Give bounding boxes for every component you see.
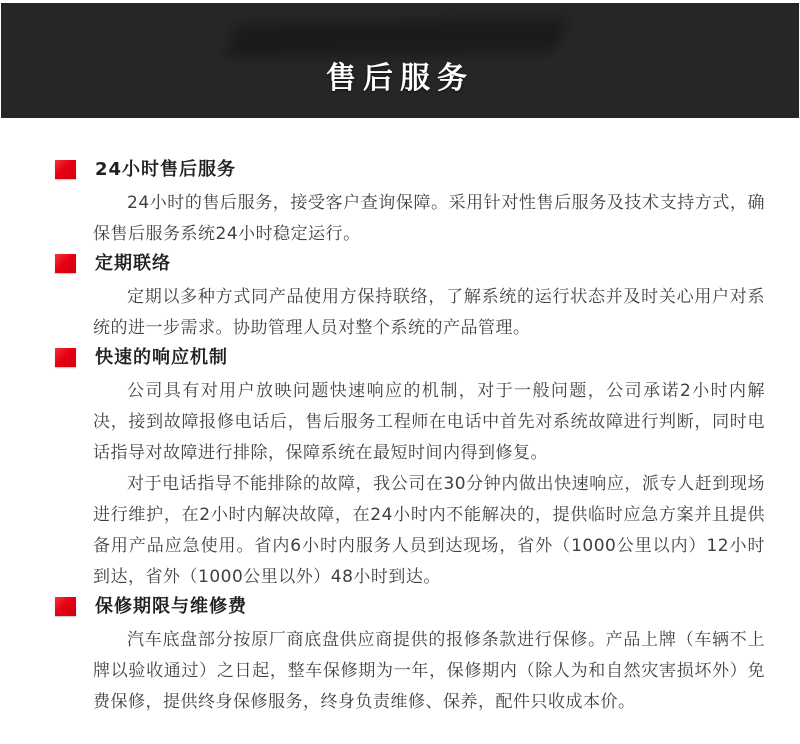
section-paragraphs xyxy=(93,625,765,718)
section-paragraph: 公司具有对用户放映问题快速响应的机制，对于一般问题，公司承诺2小时内解决，接到故障报修电话后，售后服务工程师在电话中首先对系统故障进行判断，同时电话指导对故障进行排除，保障系统在最短时间内得到修复。 xyxy=(93,381,765,463)
section-paragraph: 24小时的售后服务，接受客户查询保障。采用针对性售后服务及技术支持方式，确保售后服务系统24小时稳定运行。 xyxy=(93,193,765,244)
section-paragraphs xyxy=(93,376,765,593)
section-heading: 定期联络 xyxy=(95,253,171,274)
section-heading: 快速的响应机制 xyxy=(95,347,228,368)
section-heading: 24小时售后服务 xyxy=(95,159,237,180)
section-heading-row xyxy=(55,346,765,370)
red-square-bullet-icon xyxy=(55,254,76,273)
page-title: 售后服务 xyxy=(326,61,474,96)
section-paragraphs xyxy=(93,188,765,250)
section-paragraph: 对于电话指导不能排除的故障，我公司在30分钟内做出快速响应，派专人赶到现场进行维护，在2小时内解决故障，在24小时内不能解决的，提供临时应急方案并且提供备用产品应急使用。省内6小时内服务人员到达现场，省外（1000公里以内）12小时到达，省外（1000公里以外）48小时到达。 xyxy=(93,474,765,587)
section-paragraph: 汽车底盘部分按原厂商底盘供应商提供的报修条款进行保修。产品上牌（车辆不上牌以验收通过）之日起，整车保修期为一年，保修期内（除人为和自然灾害损坏外）免费保修，提供终身保修服务，终身负责维修、保养，配件只收成本价。 xyxy=(93,630,765,712)
section-heading-row xyxy=(55,595,765,619)
section-heading: 保修期限与维修费 xyxy=(95,596,247,617)
service-section xyxy=(55,252,765,344)
section-paragraph: 定期以多种方式同产品使用方保持联络，了解系统的运行状态并及时关心用户对系统的进一步需求。协助管理人员对整个系统的产品管理。 xyxy=(93,287,765,338)
watermark-smudge xyxy=(225,18,567,58)
service-section xyxy=(55,595,765,718)
red-square-bullet-icon xyxy=(55,160,76,179)
after-sales-service-content xyxy=(0,118,800,718)
section-heading-row xyxy=(55,158,765,182)
section-heading-row xyxy=(55,252,765,276)
section-paragraphs xyxy=(93,282,765,344)
page-banner xyxy=(1,3,799,118)
red-square-bullet-icon xyxy=(55,597,76,616)
red-square-bullet-icon xyxy=(55,348,76,367)
service-section xyxy=(55,158,765,250)
service-section xyxy=(55,346,765,593)
